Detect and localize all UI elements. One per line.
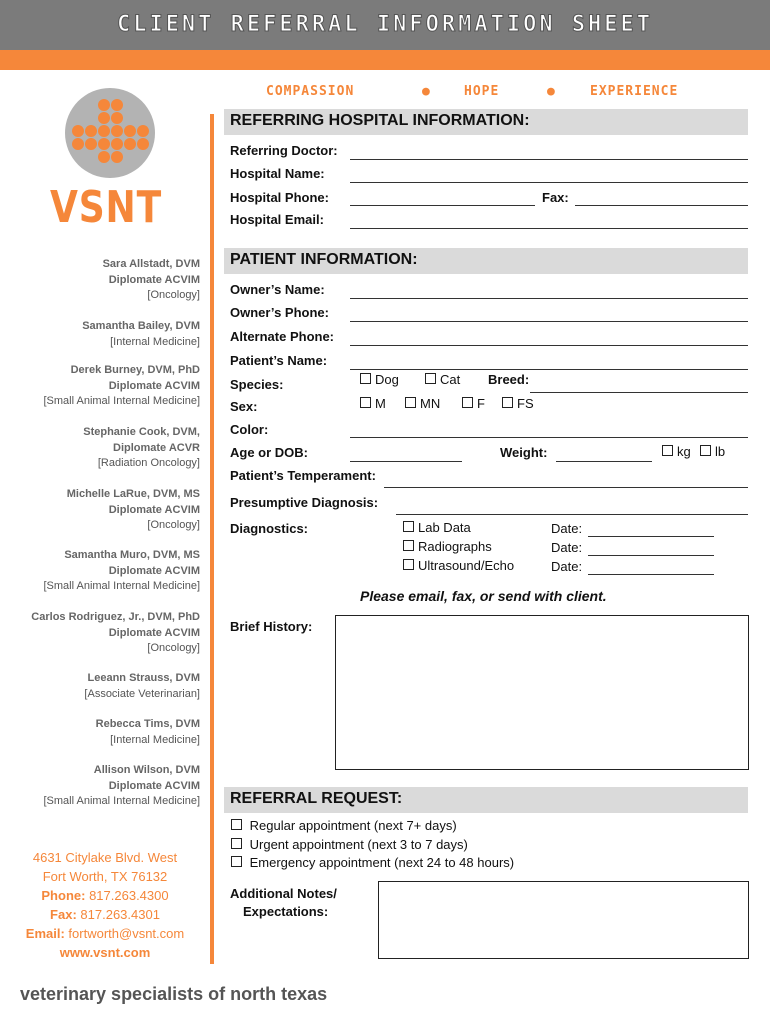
- sex-label: Sex:: [230, 399, 258, 414]
- radiographs-checkbox[interactable]: Radiographs: [403, 539, 492, 554]
- weight-field[interactable]: [556, 461, 652, 462]
- weight-label: Weight:: [500, 445, 548, 460]
- referring-doctor-label: Referring Doctor:: [230, 143, 338, 158]
- hospital-phone-label: Hospital Phone:: [230, 190, 329, 205]
- email-link[interactable]: fortworth@vsnt.com: [68, 926, 185, 941]
- regular-appointment-checkbox[interactable]: Regular appointment (next 7+ days): [231, 818, 457, 833]
- website-link[interactable]: www.vsnt.com: [59, 945, 151, 960]
- temperament-field[interactable]: [384, 487, 748, 488]
- vsnt-logo-icon: [65, 88, 155, 178]
- hospital-phone-field[interactable]: [350, 205, 535, 206]
- staff-entry: Rebecca Tims, DVM [Internal Medicine]: [95, 718, 200, 746]
- temperament-label: Patient’s Temperament:: [230, 468, 376, 483]
- staff-entry: Allison Wilson, DVM Diplomate ACVIM [Small Animal Internal Medicine]: [43, 764, 200, 807]
- section-header-referring: REFERRING HOSPITAL INFORMATION:: [224, 109, 748, 135]
- tagline-separator: ●: [422, 84, 431, 99]
- alt-phone-label: Alternate Phone:: [230, 329, 335, 344]
- staff-entry: Sara Allstadt, DVM Diplomate ACVIM [Oncology]: [102, 258, 200, 301]
- species-label: Species:: [230, 377, 284, 392]
- ultrasound-date-field[interactable]: [588, 574, 714, 575]
- sex-m-checkbox[interactable]: M: [360, 396, 386, 411]
- accent-bar: [0, 50, 770, 70]
- date-label: Date:: [551, 559, 583, 574]
- species-dog-checkbox[interactable]: Dog: [360, 372, 399, 387]
- lab-data-checkbox[interactable]: Lab Data: [403, 520, 471, 535]
- section-header-patient: PATIENT INFORMATION:: [224, 248, 748, 274]
- brief-history-textarea[interactable]: [335, 615, 749, 770]
- emergency-appointment-checkbox[interactable]: Emergency appointment (next 24 to 48 hours): [231, 855, 514, 870]
- notes-label: Additional Notes/: [230, 886, 337, 901]
- referring-doctor-field[interactable]: [350, 159, 748, 160]
- tagline-hope: HOPE: [464, 84, 500, 99]
- footer-text: veterinary specialists of north texas: [20, 984, 328, 1004]
- staff-entry: Samantha Bailey, DVM [Internal Medicine]: [82, 320, 200, 348]
- sex-f-checkbox[interactable]: F: [462, 396, 485, 411]
- color-label: Color:: [230, 422, 269, 437]
- alt-phone-field[interactable]: [350, 345, 748, 346]
- owner-phone-label: Owner’s Phone:: [230, 305, 329, 320]
- date-label: Date:: [551, 540, 583, 555]
- diagnosis-field[interactable]: [396, 514, 748, 515]
- phone-number: 817.263.4300: [89, 888, 169, 903]
- staff-entry: Michelle LaRue, DVM, MS Diplomate ACVIM [Oncology]: [66, 488, 200, 531]
- sex-mn-checkbox[interactable]: MN: [405, 396, 440, 411]
- vsnt-logo-text: VSNT: [50, 182, 163, 233]
- hospital-name-label: Hospital Name:: [230, 166, 325, 181]
- tagline-experience: EXPERIENCE: [590, 84, 679, 99]
- section-header-request: REFERRAL REQUEST:: [224, 787, 748, 813]
- staff-entry: Derek Burney, DVM, PhD Diplomate ACVIM [Small Animal Internal Medicine]: [43, 364, 200, 407]
- age-field[interactable]: [350, 461, 462, 462]
- staff-entry: Samantha Muro, DVM, MS Diplomate ACVIM [Small Animal Internal Medicine]: [43, 549, 200, 592]
- patient-name-field[interactable]: [350, 369, 748, 370]
- staff-entry: Leeann Strauss, DVM [Associate Veterinarian]: [84, 672, 200, 700]
- owner-name-label: Owner’s Name:: [230, 282, 325, 297]
- address-line-1: 4631 Citylake Blvd. West: [32, 850, 178, 865]
- color-field[interactable]: [350, 437, 748, 438]
- unit-kg-checkbox[interactable]: kg: [662, 444, 691, 459]
- breed-label: Breed:: [488, 372, 530, 387]
- patient-name-label: Patient’s Name:: [230, 353, 328, 368]
- ultrasound-checkbox[interactable]: Ultrasound/Echo: [403, 558, 514, 573]
- diagnosis-label: Presumptive Diagnosis:: [230, 495, 379, 510]
- additional-notes-textarea[interactable]: [378, 881, 749, 959]
- contact-info: 4631 Citylake Blvd. West Fort Worth, TX 76132 Phone: 817.263.4300 Fax: 817.263.4301 Email: fortworth@vsnt.com www.vsnt.com: [10, 848, 200, 962]
- tagline-separator: ●: [547, 84, 556, 99]
- diagnostics-label: Diagnostics:: [230, 521, 309, 536]
- lab-date-field[interactable]: [588, 536, 714, 537]
- sex-fs-checkbox[interactable]: FS: [502, 396, 534, 411]
- staff-entry: Carlos Rodriguez, Jr., DVM, PhD Diplomate ACVIM [Oncology]: [31, 611, 200, 654]
- hospital-name-field[interactable]: [350, 182, 748, 183]
- owner-name-field[interactable]: [350, 298, 748, 299]
- fax-label: Fax:: [542, 190, 569, 205]
- expectations-label: Expectations:: [243, 904, 329, 919]
- species-cat-checkbox[interactable]: Cat: [425, 372, 460, 387]
- send-instructions: Please email, fax, or send with client.: [360, 588, 607, 604]
- radiograph-date-field[interactable]: [588, 555, 714, 556]
- hospital-email-label: Hospital Email:: [230, 212, 324, 227]
- address-line-2: Fort Worth, TX 76132: [42, 869, 168, 884]
- brief-history-label: Brief History:: [230, 619, 313, 634]
- tagline-compassion: COMPASSION: [266, 84, 355, 99]
- owner-phone-field[interactable]: [350, 321, 748, 322]
- header-bar: [0, 0, 770, 50]
- urgent-appointment-checkbox[interactable]: Urgent appointment (next 3 to 7 days): [231, 837, 468, 852]
- age-label: Age or DOB:: [230, 445, 308, 460]
- hospital-email-field[interactable]: [350, 228, 748, 229]
- breed-field[interactable]: [530, 392, 748, 393]
- fax-number: 817.263.4301: [80, 907, 160, 922]
- unit-lb-checkbox[interactable]: lb: [700, 444, 725, 459]
- fax-field[interactable]: [575, 205, 748, 206]
- page-title: CLIENT REFERRAL INFORMATION SHEET: [116, 12, 654, 37]
- staff-entry: Stephanie Cook, DVM, Diplomate ACVR [Radiation Oncology]: [83, 426, 200, 469]
- divider-line: [210, 114, 214, 964]
- date-label: Date:: [551, 521, 583, 536]
